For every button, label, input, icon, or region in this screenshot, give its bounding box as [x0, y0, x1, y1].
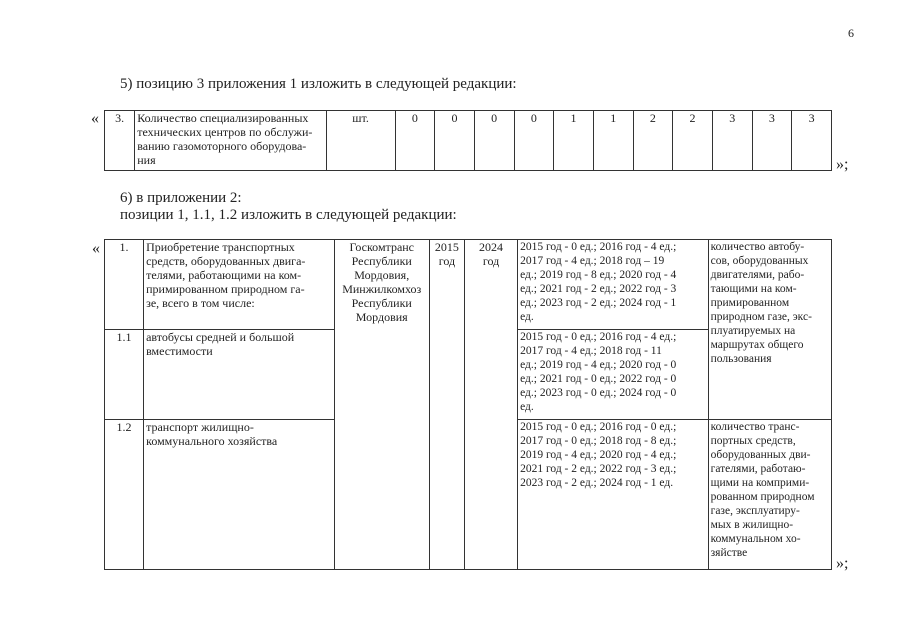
result-line: ед.; 2023 год - 2 ед.; 2024 год - 1 — [520, 297, 677, 309]
expected-result — [518, 240, 709, 330]
indicator-line: маршрутах общего — [710, 339, 804, 351]
value-cell: 3 — [792, 111, 832, 171]
indicator-line: пользования — [710, 353, 772, 365]
value-cell: 1 — [554, 111, 594, 171]
position-name — [144, 240, 335, 330]
executor-line: Мордовия — [355, 310, 408, 324]
value-cell: 0 — [435, 111, 475, 171]
indicator-line: гателями, работаю- — [710, 463, 806, 475]
table-row — [105, 111, 832, 171]
unit: шт. — [326, 111, 395, 171]
result-line: ед.; 2019 год - 8 ед.; 2020 год - 4 — [520, 269, 677, 281]
result-line: ед.; 2021 год - 0 ед.; 2022 год - 0 — [520, 373, 677, 385]
page-number: 6 — [848, 26, 854, 40]
value-cell: 0 — [514, 111, 554, 171]
name-line: Количество специализированных — [137, 111, 309, 125]
indicator-line: газе, эксплуатиру- — [710, 505, 800, 517]
indicator-line: природном газе, экс- — [710, 311, 812, 323]
indicator-line: количество автобу- — [710, 241, 805, 253]
value-cell: 3 — [712, 111, 752, 171]
result-line: 2017 год - 4 ед.; 2018 год – 19 — [520, 255, 665, 267]
indicator-line: зяйстве — [710, 547, 748, 559]
section5-table — [104, 110, 832, 171]
section6-table — [104, 239, 832, 570]
indicator-line: тающими на ком- — [710, 283, 797, 295]
result-line: 2017 год - 0 ед.; 2018 год - 8 ед.; — [520, 435, 677, 447]
indicator-line: мых в жилищно- — [710, 519, 794, 531]
result-line: 2019 год - 4 ед.; 2020 год - 4 ед.; — [520, 449, 677, 461]
expected-result — [518, 330, 709, 420]
value-cell: 1 — [593, 111, 633, 171]
position-name — [144, 330, 335, 420]
target-indicator — [708, 420, 831, 570]
name-line: транспорт жилищно- — [146, 420, 254, 434]
result-line: ед. — [520, 401, 534, 413]
result-line: 2015 год - 0 ед.; 2016 год - 4 ед.; — [520, 331, 677, 343]
target-indicator — [708, 240, 831, 420]
name-line: средств, оборудованных двига- — [146, 254, 306, 268]
name-line: вместимости — [146, 344, 213, 358]
indicator-line: оборудованных дви- — [710, 449, 811, 461]
result-line: ед. — [520, 311, 534, 323]
indicator-line: портных средств, — [710, 435, 796, 447]
value-cell: 0 — [474, 111, 514, 171]
section6-heading-line1: 6) в приложении 2: — [120, 190, 242, 206]
value-cell: 0 — [395, 111, 435, 171]
indicator-line: сов, оборудованных — [710, 255, 809, 267]
year-unit: год — [482, 254, 500, 268]
indicator-name — [135, 111, 326, 171]
executor-line: Госкомтранс — [349, 240, 415, 254]
section5-open-quote: « — [91, 110, 99, 127]
value-cell: 2 — [673, 111, 713, 171]
end-year — [464, 240, 517, 570]
section6-heading-line2: позиции 1, 1.1, 1.2 изложить в следующей редакции: — [120, 207, 457, 223]
start-year — [429, 240, 464, 570]
indicator-line: примированном — [710, 297, 790, 309]
row-number: 1.1 — [105, 330, 144, 420]
result-line: 2023 год - 2 ед.; 2024 год - 1 ед. — [520, 477, 674, 489]
year-unit: год — [438, 254, 456, 268]
result-line: 2017 год - 4 ед.; 2018 год - 11 — [520, 345, 662, 357]
indicator-line: двигателями, рабо- — [710, 269, 805, 281]
row-number: 3. — [105, 111, 135, 171]
result-line: 2015 год - 0 ед.; 2016 год - 4 ед.; — [520, 241, 677, 253]
name-line: примированном природном га- — [146, 282, 305, 296]
value-cell: 2 — [633, 111, 673, 171]
executor-line: Республики — [351, 254, 412, 268]
expected-result — [518, 420, 709, 570]
name-line: технических центров по обслужи- — [137, 125, 313, 139]
indicator-line: рованном природном — [710, 491, 815, 503]
indicator-line: количество транс- — [710, 421, 800, 433]
indicator-line: коммунальном хо- — [710, 533, 801, 545]
result-line: ед.; 2021 год - 2 ед.; 2022 год - 3 — [520, 283, 677, 295]
name-line: зе, всего в том числе: — [146, 296, 255, 310]
value-cell: 3 — [752, 111, 792, 171]
result-line: ед.; 2023 год - 0 ед.; 2024 год - 0 — [520, 387, 677, 399]
result-line: ед.; 2019 год - 4 ед.; 2020 год - 0 — [520, 359, 677, 371]
section6-open-quote: « — [92, 240, 100, 257]
section5-close-quote: »; — [836, 156, 849, 173]
year-value: 2015 — [434, 240, 459, 254]
name-line: телями, работающими на ком- — [146, 268, 302, 282]
result-line: 2015 год - 0 ед.; 2016 год - 0 ед.; — [520, 421, 677, 433]
indicator-line: плуатируемых на — [710, 325, 796, 337]
section6-close-quote: »; — [836, 555, 849, 572]
executor-line: Минжилкомхоз — [342, 282, 422, 296]
position-name — [144, 420, 335, 570]
name-line: Приобретение транспортных — [146, 240, 295, 254]
result-line: 2021 год - 2 ед.; 2022 год - 3 ед.; — [520, 463, 677, 475]
row-number: 1. — [105, 240, 144, 330]
name-line: ванию газомоторного оборудова- — [137, 139, 307, 153]
row-number: 1.2 — [105, 420, 144, 570]
name-line: автобусы средней и большой — [146, 330, 295, 344]
executor-line: Республики — [351, 296, 412, 310]
section5-heading: 5) позицию 3 приложения 1 изложить в следующей редакции: — [120, 76, 517, 92]
executor-line: Мордовия, — [354, 268, 410, 282]
indicator-line: щими на комприми- — [710, 477, 810, 489]
executor — [334, 240, 429, 570]
name-line: ния — [137, 153, 156, 167]
year-value: 2024 — [479, 240, 504, 254]
table-row — [105, 240, 832, 330]
name-line: коммунального хозяйства — [146, 434, 278, 448]
